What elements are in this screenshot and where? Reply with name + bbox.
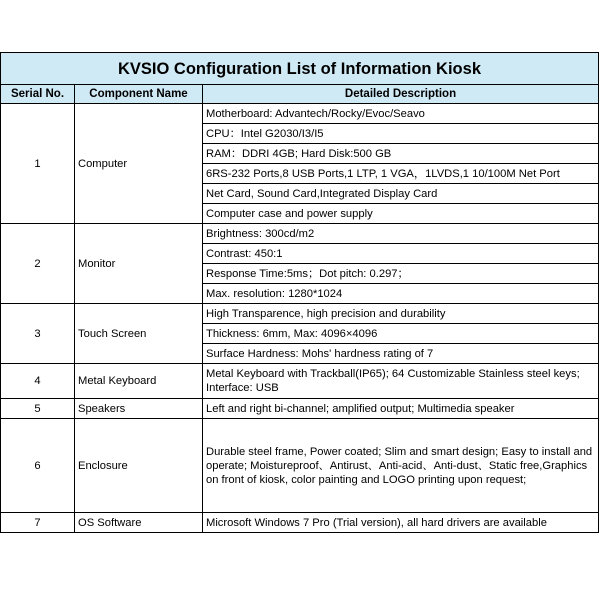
serial-cell: 5: [1, 399, 75, 419]
detail-cell: Metal Keyboard with Trackball(IP65); 64 Customizable Stainless steel keys; Interface: USB: [203, 364, 599, 399]
component-cell: OS Software: [75, 513, 203, 533]
header-component: Component Name: [75, 85, 203, 104]
detail-cell: Microsoft Windows 7 Pro (Trial version), all hard drivers are available: [203, 513, 599, 533]
table-row: [1, 224, 599, 244]
serial-cell: 4: [1, 364, 75, 399]
header-description: Detailed Description: [203, 85, 599, 104]
table-row: [1, 399, 599, 419]
serial-cell: 2: [1, 224, 75, 304]
detail-cell: Surface Hardness: Mohs' hardness rating of 7: [203, 344, 599, 364]
detail-cell: CPU：Intel G2030/I3/I5: [203, 124, 599, 144]
table-title: KVSIO Configuration List of Information Kiosk: [1, 53, 599, 85]
detail-cell: Computer case and power supply: [203, 204, 599, 224]
component-cell: Computer: [75, 104, 203, 224]
detail-cell: Response Time:5ms；Dot pitch: 0.297；: [203, 264, 599, 284]
config-table: [0, 52, 599, 533]
detail-cell: Motherboard: Advantech/Rocky/Evoc/Seavo: [203, 104, 599, 124]
detail-cell: Max. resolution: 1280*1024: [203, 284, 599, 304]
config-sheet: [0, 52, 598, 533]
header-row: [1, 85, 599, 104]
component-cell: Speakers: [75, 399, 203, 419]
table-row: [1, 304, 599, 324]
detail-cell: High Transparence, high precision and durability: [203, 304, 599, 324]
component-cell: Touch Screen: [75, 304, 203, 364]
detail-cell: Thickness: 6mm, Max: 4096×4096: [203, 324, 599, 344]
serial-cell: 1: [1, 104, 75, 224]
table-row: [1, 513, 599, 533]
detail-cell: Net Card, Sound Card,Integrated Display Card: [203, 184, 599, 204]
header-serial: Serial No.: [1, 85, 75, 104]
serial-cell: 6: [1, 419, 75, 513]
serial-cell: 3: [1, 304, 75, 364]
component-cell: Monitor: [75, 224, 203, 304]
detail-cell: Brightness: 300cd/m2: [203, 224, 599, 244]
detail-cell: Contrast: 450:1: [203, 244, 599, 264]
component-cell: Enclosure: [75, 419, 203, 513]
detail-cell: 6RS-232 Ports,8 USB Ports,1 LTP, 1 VGA，1LVDS,1 10/100M Net Port: [203, 164, 599, 184]
serial-cell: 7: [1, 513, 75, 533]
title-row: [1, 53, 599, 85]
table-row: [1, 419, 599, 513]
table-row: [1, 364, 599, 399]
table-row: [1, 104, 599, 124]
detail-cell: Durable steel frame, Power coated; Slim and smart design; Easy to install and operate; Moistureproof、Antirust、Anti-acid、Anti-dust、Static free,Graphics on front of kiosk, color painting and LOGO printing upon request;: [203, 419, 599, 513]
detail-cell: Left and right bi-channel; amplified output; Multimedia speaker: [203, 399, 599, 419]
component-cell: Metal Keyboard: [75, 364, 203, 399]
detail-cell: RAM：DDRI 4GB; Hard Disk:500 GB: [203, 144, 599, 164]
